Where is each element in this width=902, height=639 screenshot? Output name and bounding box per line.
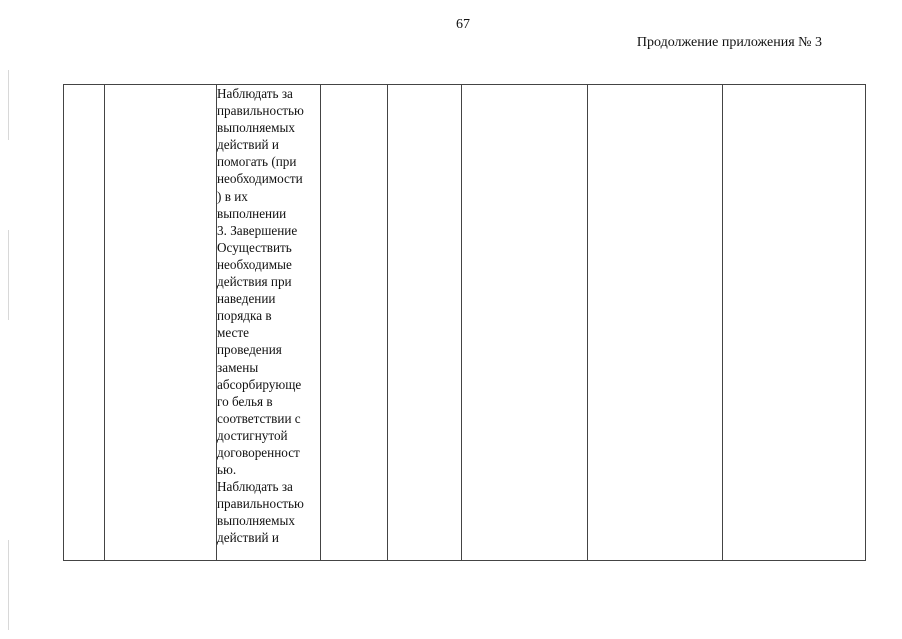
cell-text-line: порядка в — [217, 308, 272, 324]
table-cell-empty — [588, 85, 723, 561]
cell-text-line: го белья в — [217, 393, 273, 409]
cell-text-line: договоренност — [217, 444, 300, 460]
cell-text-line: ью. — [217, 462, 237, 478]
table-cell-empty — [64, 85, 105, 561]
cell-text-line: наведении — [217, 291, 276, 307]
cell-text-line: действия при — [217, 274, 292, 290]
appendix-table — [63, 84, 866, 561]
appendix-continuation-label: Продолжение приложения № 3 — [636, 35, 822, 50]
cell-text-line: замены — [217, 359, 259, 375]
cell-text-line: выполняемых — [217, 513, 295, 529]
table-cell-empty — [723, 85, 866, 561]
cell-text-line: необходимые — [217, 256, 292, 272]
cell-text-line: помогать (при — [217, 154, 297, 170]
table-cell-empty — [388, 85, 462, 561]
scan-edge-mark — [8, 540, 9, 630]
cell-text-line: абсорбирующе — [217, 376, 302, 392]
cell-text-line: действий и — [217, 137, 279, 153]
scan-edge-mark — [8, 230, 9, 320]
scan-edge-mark — [8, 70, 9, 140]
cell-text-line: правильностью — [217, 496, 304, 512]
table-row — [64, 85, 866, 561]
cell-text-line: правильностью — [217, 103, 304, 119]
cell-text-line: необходимости — [217, 171, 303, 187]
cell-text-line: 3. Завершение — [217, 222, 298, 238]
page-number: 67 — [456, 17, 470, 32]
cell-text-line: месте — [217, 325, 249, 341]
cell-text-line: действий и — [217, 530, 279, 546]
table-cell-empty — [462, 85, 588, 561]
procedure-text-block — [217, 85, 320, 547]
table-cell-empty — [321, 85, 388, 561]
cell-text-line: достигнутой — [217, 427, 288, 443]
table-cell-empty — [105, 85, 217, 561]
cell-text-line: соответствии с — [217, 410, 301, 426]
cell-text-line: выполнении — [217, 205, 287, 221]
cell-text-line: Наблюдать за — [217, 479, 293, 495]
cell-text-line: Осуществить — [217, 239, 292, 255]
cell-text-line: проведения — [217, 342, 282, 358]
table-cell-procedure-text — [217, 85, 321, 561]
cell-text-line: выполняемых — [217, 120, 295, 136]
cell-text-line: Наблюдать за — [217, 86, 293, 101]
cell-text-line: ) в их — [217, 188, 248, 204]
